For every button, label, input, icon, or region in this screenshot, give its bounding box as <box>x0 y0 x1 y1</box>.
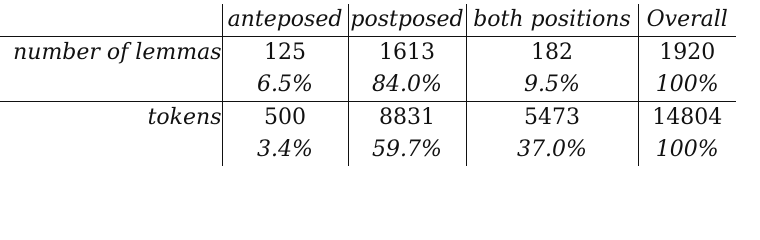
cell-lemmas-anteposed: 125 <box>264 40 306 65</box>
cell-tokens-postposed: 8831 <box>348 102 466 135</box>
table-row-tokens-counts <box>0 102 736 135</box>
cell-lemmas-postposed: 1613 <box>348 37 466 70</box>
cell-tokens-overall: 14804 <box>638 102 736 135</box>
row-label-lemmas: number of lemmas <box>0 37 222 70</box>
cell-lemmas-overall: 1920 <box>638 37 736 70</box>
frequency-table <box>0 4 736 166</box>
cell-lemmas-both-pct: 9.5% <box>466 69 638 102</box>
cell-lemmas-overall-pct: 100% <box>638 69 736 102</box>
table-header-row <box>0 4 736 37</box>
table-row-lemmas-percents <box>0 69 736 102</box>
column-header-both-positions: both positions <box>466 4 638 37</box>
cell-tokens-both-pct: 37.0% <box>466 134 638 166</box>
cell-tokens-overall-pct: 100% <box>638 134 736 166</box>
table-row-tokens-percents <box>0 134 736 166</box>
empty-corner-cell <box>0 4 222 37</box>
cell-lemmas-both: 182 <box>466 37 638 70</box>
row-label-empty <box>0 69 222 102</box>
column-header-postposed: postposed <box>348 4 466 37</box>
cell-tokens-anteposed: 500 <box>264 105 306 130</box>
column-header-anteposed: anteposed <box>222 4 348 37</box>
cell-tokens-both: 5473 <box>466 102 638 135</box>
table-row-lemmas-counts <box>0 37 736 70</box>
column-header-overall: Overall <box>638 4 736 37</box>
cell-tokens-anteposed-pct: 3.4% <box>257 137 313 162</box>
row-label-tokens: tokens <box>0 102 222 135</box>
cell-tokens-postposed-pct: 59.7% <box>348 134 466 166</box>
row-label-empty <box>0 134 222 166</box>
cell-lemmas-anteposed-pct: 6.5% <box>222 69 348 102</box>
cell-lemmas-postposed-pct: 84.0% <box>348 69 466 102</box>
